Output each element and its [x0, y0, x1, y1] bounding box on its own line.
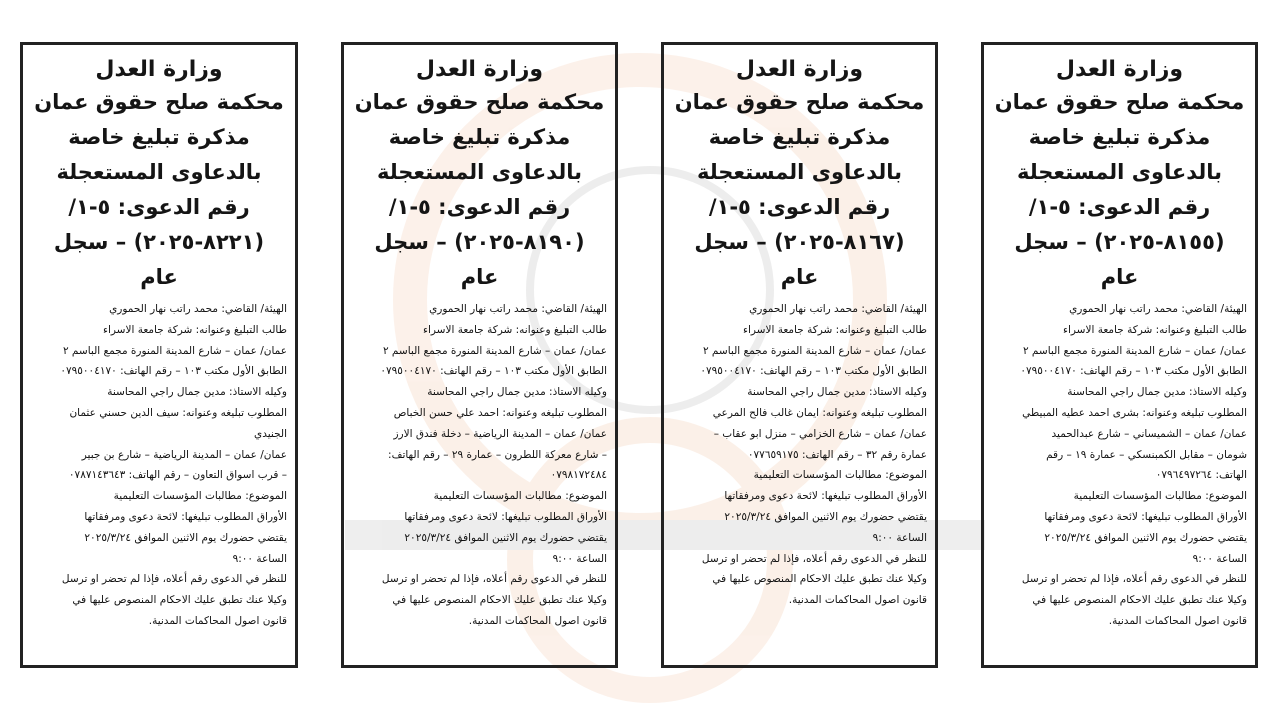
notice-line: الهيئة/ القاضي: محمد راتب نهار الحموري [749, 303, 927, 315]
notice-line: الموضوع: مطالبات المؤسسات التعليمية [113, 490, 287, 503]
memo-subtitle: بالدعاوى المستعجلة [1016, 160, 1223, 184]
notice-line: الأوراق المطلوب تبليغها: لائحة دعوى ومرفقاتها [404, 510, 607, 523]
memo-title: مذكرة تبليغ خاصة [1028, 125, 1211, 149]
notice-line: الساعة ٩:٠٠ [872, 531, 927, 544]
notice-card [20, 42, 298, 668]
notice-line: الهيئة/ القاضي: محمد راتب نهار الحموري [429, 303, 607, 315]
ministry-title: وزارة العدل [735, 57, 864, 82]
notice-line: الجنيدي [254, 427, 287, 440]
notice-line: عمارة رقم ٣٢ – رقم الهاتف: ٠٧٧٦٥٩١٧٥ [747, 448, 927, 461]
notice-line: الهيئة/ القاضي: محمد راتب نهار الحموري [109, 303, 287, 315]
notice-line: الأوراق المطلوب تبليغها: لائحة دعوى ومرفقاتها [84, 510, 287, 523]
case-number-label: رقم الدعوى: ٥-١/ [1028, 195, 1211, 219]
notice-line: يقتضي حضورك يوم الاثنين الموافق ٢٠٢٥/٣/٢٤ [84, 531, 287, 544]
notice-line: طالب التبليغ وعنوانه: شركة جامعة الاسراء [103, 323, 287, 336]
case-number: (٨١٦٧-٢٠٢٥) – سجل [694, 230, 905, 254]
notice-line: عمان/ عمان – الشميساني – شارع عبدالحميد [1051, 427, 1247, 440]
notice-card [981, 42, 1258, 668]
notice-line: – قرب اسواق التعاون – رقم الهاتف: ٠٧٨٧١٤٣٦٤٣ [68, 469, 287, 482]
notice-line: وكيله الاستاذ: مدين جمال راجي المحاسنة [1067, 386, 1247, 399]
memo-title: مذكرة تبليغ خاصة [388, 125, 571, 149]
notice-line: عمان/ عمان – المدينة الرياضية – دخلة فندق الارز [393, 427, 607, 440]
memo-title: مذكرة تبليغ خاصة [708, 125, 891, 149]
notice-line: يقتضي حضورك يوم الاثنين الموافق ٢٠٢٥/٣/٢٤ [724, 510, 927, 523]
memo-subtitle: بالدعاوى المستعجلة [56, 160, 262, 184]
ministry-title: وزارة العدل [95, 57, 223, 82]
notice-line: الأوراق المطلوب تبليغها: لائحة دعوى ومرفقاتها [724, 490, 927, 503]
notice-line: عمان/ عمان – شارع المدينة المنورة مجمع الباسم ٢ [382, 344, 607, 357]
notice-line: للنظر في الدعوى رقم أعلاه، فإذا لم تحضر او ترسل [701, 552, 927, 565]
notice-body [352, 299, 607, 632]
notice-line: يقتضي حضورك يوم الاثنين الموافق ٢٠٢٥/٣/٢٤ [1044, 531, 1247, 544]
memo-subtitle: بالدعاوى المستعجلة [696, 160, 903, 184]
case-register: عام [780, 265, 819, 289]
notice-line: عمان/ عمان – شارع المدينة المنورة مجمع الباسم ٢ [702, 344, 927, 357]
notice-line: عمان/ عمان – شارع المدينة المنورة مجمع الباسم ٢ [62, 344, 287, 357]
notice-line: قانون اصول المحاكمات المدنية. [788, 594, 927, 607]
notice-line: ٠٧٩٨١٧٢٤٨٤ [550, 469, 607, 482]
notice-line: وكيلا عنك تطبق عليك الاحكام المنصوص عليها في [712, 573, 927, 586]
notice-line: وكيله الاستاذ: مدين جمال راجي المحاسنة [427, 386, 607, 399]
notice-line: وكيلا عنك تطبق عليك الاحكام المنصوص عليها في [72, 594, 287, 607]
notice-line: قانون اصول المحاكمات المدنية. [148, 614, 287, 627]
case-register: عام [140, 265, 178, 289]
notice-body [31, 299, 287, 632]
notice-line: وكيله الاستاذ: مدين جمال راجي المحاسنة [747, 386, 927, 399]
case-register: عام [460, 265, 499, 289]
notice-line: عمان/ عمان – شارع الخزامي – منزل ابو عقاب – [713, 427, 927, 440]
notice-line: الأوراق المطلوب تبليغها: لائحة دعوى ومرفقاتها [1044, 510, 1247, 523]
notice-line: الموضوع: مطالبات المؤسسات التعليمية [1073, 490, 1247, 503]
notice-card [341, 42, 618, 668]
notice-line: المطلوب تبليغه وعنوانه: ايمان غالب فالح المرعي [712, 406, 927, 419]
case-register: عام [1100, 265, 1139, 289]
notice-line: الطابق الأول مكتب ١٠٣ – رقم الهاتف: ٠٧٩٥٠٠٤١٧٠ [60, 365, 287, 378]
notice-line: الساعة ٩:٠٠ [232, 552, 287, 565]
notice-line: الهيئة/ القاضي: محمد راتب نهار الحموري [1069, 303, 1247, 315]
notice-line: الهاتف: ٠٧٩٦٤٩٧٢٦٤ [1155, 469, 1247, 482]
notice-line: للنظر في الدعوى رقم أعلاه، فإذا لم تحضر او ترسل [1021, 573, 1247, 586]
memo-title: مذكرة تبليغ خاصة [68, 125, 250, 149]
case-number-label: رقم الدعوى: ٥-١/ [388, 195, 571, 219]
case-number-label: رقم الدعوى: ٥-١/ [708, 195, 891, 219]
notice-line: شومان – مقابل الكمبنسكي – عمارة ١٩ – رقم [1046, 448, 1247, 461]
notice-line: المطلوب تبليغه وعنوانه: سيف الدين حسني عثمان [69, 406, 287, 419]
notice-line: وكيلا عنك تطبق عليك الاحكام المنصوص عليها في [392, 594, 607, 607]
memo-subtitle: بالدعاوى المستعجلة [376, 160, 583, 184]
notice-line: وكيله الاستاذ: مدين جمال راجي المحاسنة [107, 386, 287, 399]
notice-line: الموضوع: مطالبات المؤسسات التعليمية [433, 490, 607, 503]
notice-line: يقتضي حضورك يوم الاثنين الموافق ٢٠٢٥/٣/٢٤ [404, 531, 607, 544]
ministry-title: وزارة العدل [1055, 57, 1184, 82]
notice-line: عمان/ عمان – المدينة الرياضية – شارع بن جبير [81, 448, 287, 461]
notice-line: عمان/ عمان – شارع المدينة المنورة مجمع الباسم ٢ [1022, 344, 1247, 357]
notice-line: – شارع معركة اللطرون – عمارة ٢٩ – رقم الهاتف: [388, 448, 607, 461]
notice-line: الساعة ٩:٠٠ [552, 552, 607, 565]
notice-line: المطلوب تبليغه وعنوانه: بشرى احمد عطيه المبيطي [1022, 406, 1247, 419]
court-name: محكمة صلح حقوق عمان [34, 90, 284, 114]
notice-line: المطلوب تبليغه وعنوانه: احمد علي حسن الخباص [393, 406, 607, 419]
ministry-title: وزارة العدل [415, 57, 544, 82]
notice-line: الساعة ٩:٠٠ [1192, 552, 1247, 565]
notice-line: وكيلا عنك تطبق عليك الاحكام المنصوص عليها في [1032, 594, 1247, 607]
notice-line: الطابق الأول مكتب ١٠٣ – رقم الهاتف: ٠٧٩٥٠٠٤١٧٠ [1020, 365, 1247, 378]
notice-line: طالب التبليغ وعنوانه: شركة جامعة الاسراء [1063, 323, 1247, 336]
notice-body [992, 299, 1247, 632]
court-name: محكمة صلح حقوق عمان [354, 90, 605, 114]
case-number: (٨١٥٥-٢٠٢٥) – سجل [1014, 230, 1225, 254]
court-name: محكمة صلح حقوق عمان [674, 90, 925, 114]
case-number: (٨١٩٠-٢٠٢٥) – سجل [374, 230, 585, 254]
notice-line: طالب التبليغ وعنوانه: شركة جامعة الاسراء [423, 323, 607, 336]
notice-body [672, 299, 927, 611]
notice-card [661, 42, 938, 668]
case-number: (٨٢٢١-٢٠٢٥) – سجل [53, 230, 265, 254]
notice-line: طالب التبليغ وعنوانه: شركة جامعة الاسراء [743, 323, 927, 336]
notice-line: قانون اصول المحاكمات المدنية. [468, 614, 607, 627]
court-name: محكمة صلح حقوق عمان [994, 90, 1245, 114]
notice-line: للنظر في الدعوى رقم أعلاه، فإذا لم تحضر او ترسل [61, 573, 287, 586]
notice-line: الطابق الأول مكتب ١٠٣ – رقم الهاتف: ٠٧٩٥٠٠٤١٧٠ [700, 365, 927, 378]
notice-line: الموضوع: مطالبات المؤسسات التعليمية [753, 469, 927, 482]
notice-line: الطابق الأول مكتب ١٠٣ – رقم الهاتف: ٠٧٩٥٠٠٤١٧٠ [380, 365, 607, 378]
case-number-label: رقم الدعوى: ٥-١/ [68, 195, 250, 219]
notice-line: للنظر في الدعوى رقم أعلاه، فإذا لم تحضر او ترسل [381, 573, 607, 586]
notice-line: قانون اصول المحاكمات المدنية. [1108, 614, 1247, 627]
